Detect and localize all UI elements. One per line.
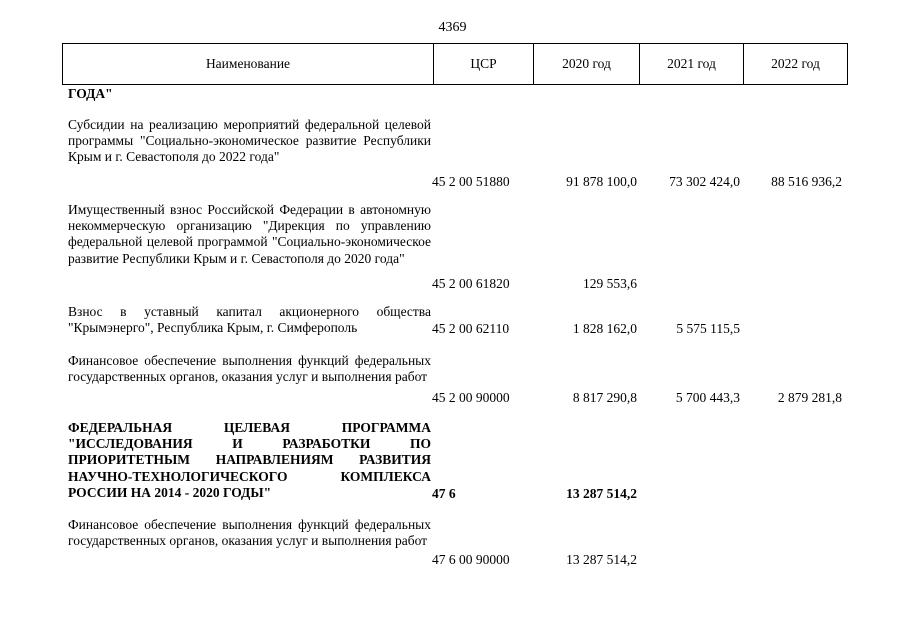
continuation-text: ГОДА" — [68, 86, 113, 101]
row-2021: 73 302 424,0 — [669, 174, 740, 189]
row-csr: 45 2 00 62110 — [432, 321, 510, 336]
row-csr: 47 6 — [432, 486, 456, 501]
row-name: Взнос в уставный капитал акционерного общества "Крымэнерго", Республика Крым, г. Симферополь — [68, 304, 431, 336]
header-name: Наименование — [205, 56, 291, 71]
row-2020: 1 828 162,0 — [572, 321, 637, 336]
header-2021: 2021 год — [639, 44, 743, 84]
row-csr: 45 2 00 61820 — [432, 276, 510, 291]
row-2020: 13 287 514,2 — [566, 552, 637, 567]
header-2020: 2020 год — [533, 44, 639, 84]
row-csr: 47 6 00 90000 — [432, 552, 510, 567]
row-name: Финансовое обеспечение выполнения функций федеральных государственных органов, оказания услуг и выполнения работ — [68, 353, 431, 385]
row-name: Финансовое обеспечение выполнения функций федеральных государственных органов, оказания услуг и выполнения работ — [68, 517, 431, 549]
row-2020: 129 553,6 — [583, 276, 637, 291]
row-name: Имущественный взнос Российской Федерации в автономную некоммерческую организацию "Дирекция по управлению федеральной целевой программой "Социально-экономическое развитие Республики Крым и г. Севастополя до 2020 года" — [68, 202, 431, 266]
row-2020: 91 878 100,0 — [566, 174, 637, 189]
header-2022: 2022 год — [743, 44, 847, 84]
row-2020: 13 287 514,2 — [566, 486, 637, 501]
row-2021: 5 700 443,3 — [675, 390, 740, 405]
row-csr: 45 2 00 51880 — [432, 174, 510, 189]
row-2021: 5 575 115,5 — [676, 321, 740, 336]
row-csr: 45 2 00 90000 — [432, 390, 510, 405]
page-number: 4369 — [438, 20, 467, 35]
header-csr: ЦСР — [433, 44, 533, 84]
row-name: ФЕДЕРАЛЬНАЯ ЦЕЛЕВАЯ ПРОГРАММА "ИССЛЕДОВАНИЯ И РАЗРАБОТКИ ПО ПРИОРИТЕТНЫМ НАПРАВЛЕНИЯМ РАЗВИТИЯ НАУЧНО-ТЕХНОЛОГИЧЕСКОГО КОМПЛЕКСА РОССИИ НА 2014 - 2020 ГОДЫ" — [68, 420, 431, 500]
row-2022: 88 516 936,2 — [771, 174, 842, 189]
row-2020: 8 817 290,8 — [572, 390, 637, 405]
row-name: Субсидии на реализацию мероприятий федеральной целевой программы "Социально-экономическое развитие Республики Крым и г. Севастополя до 2022 года" — [68, 117, 431, 165]
row-2022: 2 879 281,8 — [777, 390, 842, 405]
table-header — [62, 43, 848, 85]
